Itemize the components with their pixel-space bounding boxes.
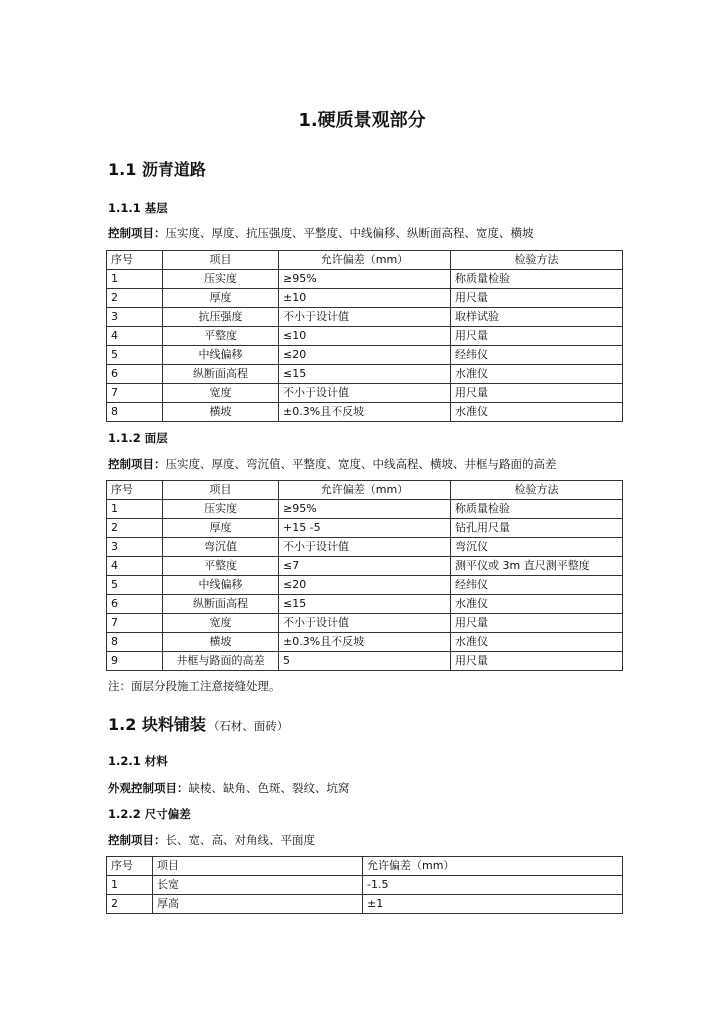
cell: 宽度 <box>163 614 279 633</box>
header-cell: 项目 <box>153 857 363 876</box>
cell: ≤20 <box>279 576 451 595</box>
cell: 6 <box>107 365 163 384</box>
cell: 不小于设计值 <box>279 614 451 633</box>
section-heading-text: 1.2 块料铺装 <box>108 715 206 734</box>
cell: 宽度 <box>163 384 279 403</box>
section-heading-subtitle: （石材、面砖） <box>207 719 289 733</box>
table-row <box>107 633 623 652</box>
cell: 6 <box>107 595 163 614</box>
cell: 1 <box>107 270 163 289</box>
cell: 5 <box>107 576 163 595</box>
table-row <box>107 557 623 576</box>
cell: 4 <box>107 327 163 346</box>
table-row <box>107 346 623 365</box>
control-label: 外观控制项目： <box>108 781 189 795</box>
table-header-row <box>107 481 623 500</box>
cell: ≤15 <box>279 595 451 614</box>
cell: 水准仪 <box>451 365 623 384</box>
cell: 用尺量 <box>451 384 623 403</box>
subsection-heading-size-deviation: 1.2.2 尺寸偏差 <box>108 807 191 821</box>
cell: 取样试验 <box>451 308 623 327</box>
control-text: 压实度、厚度、弯沉值、平整度、宽度、中线高程、横坡、井框与路面的高差 <box>165 457 557 471</box>
subsection-heading-surface-layer: 1.1.2 面层 <box>108 431 168 445</box>
table-row <box>107 538 623 557</box>
cell: 2 <box>107 519 163 538</box>
control-text: 长、宽、高、对角线、平面度 <box>165 833 315 847</box>
cell: 5 <box>279 652 451 671</box>
cell: 2 <box>107 289 163 308</box>
cell: 中线偏移 <box>163 576 279 595</box>
table-row <box>107 895 623 914</box>
header-cell: 序号 <box>107 251 163 270</box>
cell: ≥95% <box>279 270 451 289</box>
cell: 经纬仪 <box>451 346 623 365</box>
header-cell: 项目 <box>163 251 279 270</box>
header-cell: 项目 <box>163 481 279 500</box>
cell: ≥95% <box>279 500 451 519</box>
control-label: 控制项目： <box>108 833 166 847</box>
cell: 纵断面高程 <box>163 365 279 384</box>
cell: 称质量检验 <box>451 270 623 289</box>
cell: ±10 <box>279 289 451 308</box>
cell: +15 -5 <box>279 519 451 538</box>
table-header-row <box>107 251 623 270</box>
cell: 钻孔用尺量 <box>451 519 623 538</box>
cell: 用尺量 <box>451 614 623 633</box>
cell: 测平仪或 3m 直尺测平整度 <box>451 557 623 576</box>
cell: 压实度 <box>163 500 279 519</box>
header-cell: 序号 <box>107 857 153 876</box>
control-text: 缺棱、缺角、色斑、裂纹、坑窝 <box>188 781 350 795</box>
table-row <box>107 308 623 327</box>
cell: 平整度 <box>163 557 279 576</box>
cell: 称质量检验 <box>451 500 623 519</box>
table-row <box>107 289 623 308</box>
cell: 井框与路面的高差 <box>163 652 279 671</box>
table-row <box>107 270 623 289</box>
cell: 1 <box>107 876 153 895</box>
cell: 5 <box>107 346 163 365</box>
table-row <box>107 614 623 633</box>
cell: 用尺量 <box>451 652 623 671</box>
cell: 平整度 <box>163 327 279 346</box>
cell: 不小于设计值 <box>279 308 451 327</box>
cell: 纵断面高程 <box>163 595 279 614</box>
header-cell: 检验方法 <box>451 481 623 500</box>
cell: 不小于设计值 <box>279 538 451 557</box>
table-row <box>107 403 623 422</box>
control-items-base-layer <box>108 225 534 241</box>
cell: 中线偏移 <box>163 346 279 365</box>
cell: 3 <box>107 538 163 557</box>
size-deviation-table <box>106 856 623 914</box>
cell: 长宽 <box>153 876 363 895</box>
header-cell: 检验方法 <box>451 251 623 270</box>
control-items-size-deviation <box>108 832 315 848</box>
control-label: 控制项目： <box>108 226 166 240</box>
cell: 9 <box>107 652 163 671</box>
appearance-control-items <box>108 780 350 796</box>
cell: ±0.3%且不反坡 <box>279 403 451 422</box>
table-row <box>107 652 623 671</box>
section-heading-asphalt-road: 1.1 沥青道路 <box>108 160 206 179</box>
cell: 厚度 <box>163 519 279 538</box>
page-title: 1.硬质景观部分 <box>298 110 426 131</box>
cell: 2 <box>107 895 153 914</box>
header-cell: 序号 <box>107 481 163 500</box>
cell: 4 <box>107 557 163 576</box>
subsection-heading-base-layer: 1.1.1 基层 <box>108 201 168 215</box>
cell: 8 <box>107 403 163 422</box>
base-layer-table <box>106 250 623 422</box>
control-items-surface-layer <box>108 456 557 472</box>
cell: 用尺量 <box>451 289 623 308</box>
table-row <box>107 384 623 403</box>
cell: 压实度 <box>163 270 279 289</box>
table-row <box>107 327 623 346</box>
table-row <box>107 576 623 595</box>
section-heading-block-paving <box>108 712 288 735</box>
cell: -1.5 <box>363 876 623 895</box>
cell: 弯沉值 <box>163 538 279 557</box>
cell: 抗压强度 <box>163 308 279 327</box>
cell: 水准仪 <box>451 595 623 614</box>
surface-layer-table <box>106 480 623 671</box>
cell: 8 <box>107 633 163 652</box>
header-cell: 允许偏差（mm） <box>279 251 451 270</box>
cell: 不小于设计值 <box>279 384 451 403</box>
cell: 3 <box>107 308 163 327</box>
control-text: 压实度、厚度、抗压强度、平整度、中线偏移、纵断面高程、宽度、横坡 <box>165 226 534 240</box>
table-row <box>107 595 623 614</box>
cell: ≤10 <box>279 327 451 346</box>
table-row <box>107 876 623 895</box>
table-header-row <box>107 857 623 876</box>
cell: 水准仪 <box>451 633 623 652</box>
cell: 7 <box>107 384 163 403</box>
cell: ±1 <box>363 895 623 914</box>
cell: ≤15 <box>279 365 451 384</box>
cell: ≤20 <box>279 346 451 365</box>
cell: 1 <box>107 500 163 519</box>
table-row <box>107 500 623 519</box>
cell: 经纬仪 <box>451 576 623 595</box>
cell: 横坡 <box>163 403 279 422</box>
cell: ≤7 <box>279 557 451 576</box>
header-cell: 允许偏差（mm） <box>279 481 451 500</box>
control-label: 控制项目： <box>108 457 166 471</box>
cell: ±0.3%且不反坡 <box>279 633 451 652</box>
cell: 厚度 <box>163 289 279 308</box>
table-row <box>107 519 623 538</box>
cell: 横坡 <box>163 633 279 652</box>
cell: 弯沉仪 <box>451 538 623 557</box>
cell: 厚高 <box>153 895 363 914</box>
header-cell: 允许偏差（mm） <box>363 857 623 876</box>
subsection-heading-materials: 1.2.1 材料 <box>108 754 168 768</box>
surface-layer-note: 注：面层分段施工注意接缝处理。 <box>108 679 281 693</box>
cell: 7 <box>107 614 163 633</box>
cell: 用尺量 <box>451 327 623 346</box>
cell: 水准仪 <box>451 403 623 422</box>
table-row <box>107 365 623 384</box>
